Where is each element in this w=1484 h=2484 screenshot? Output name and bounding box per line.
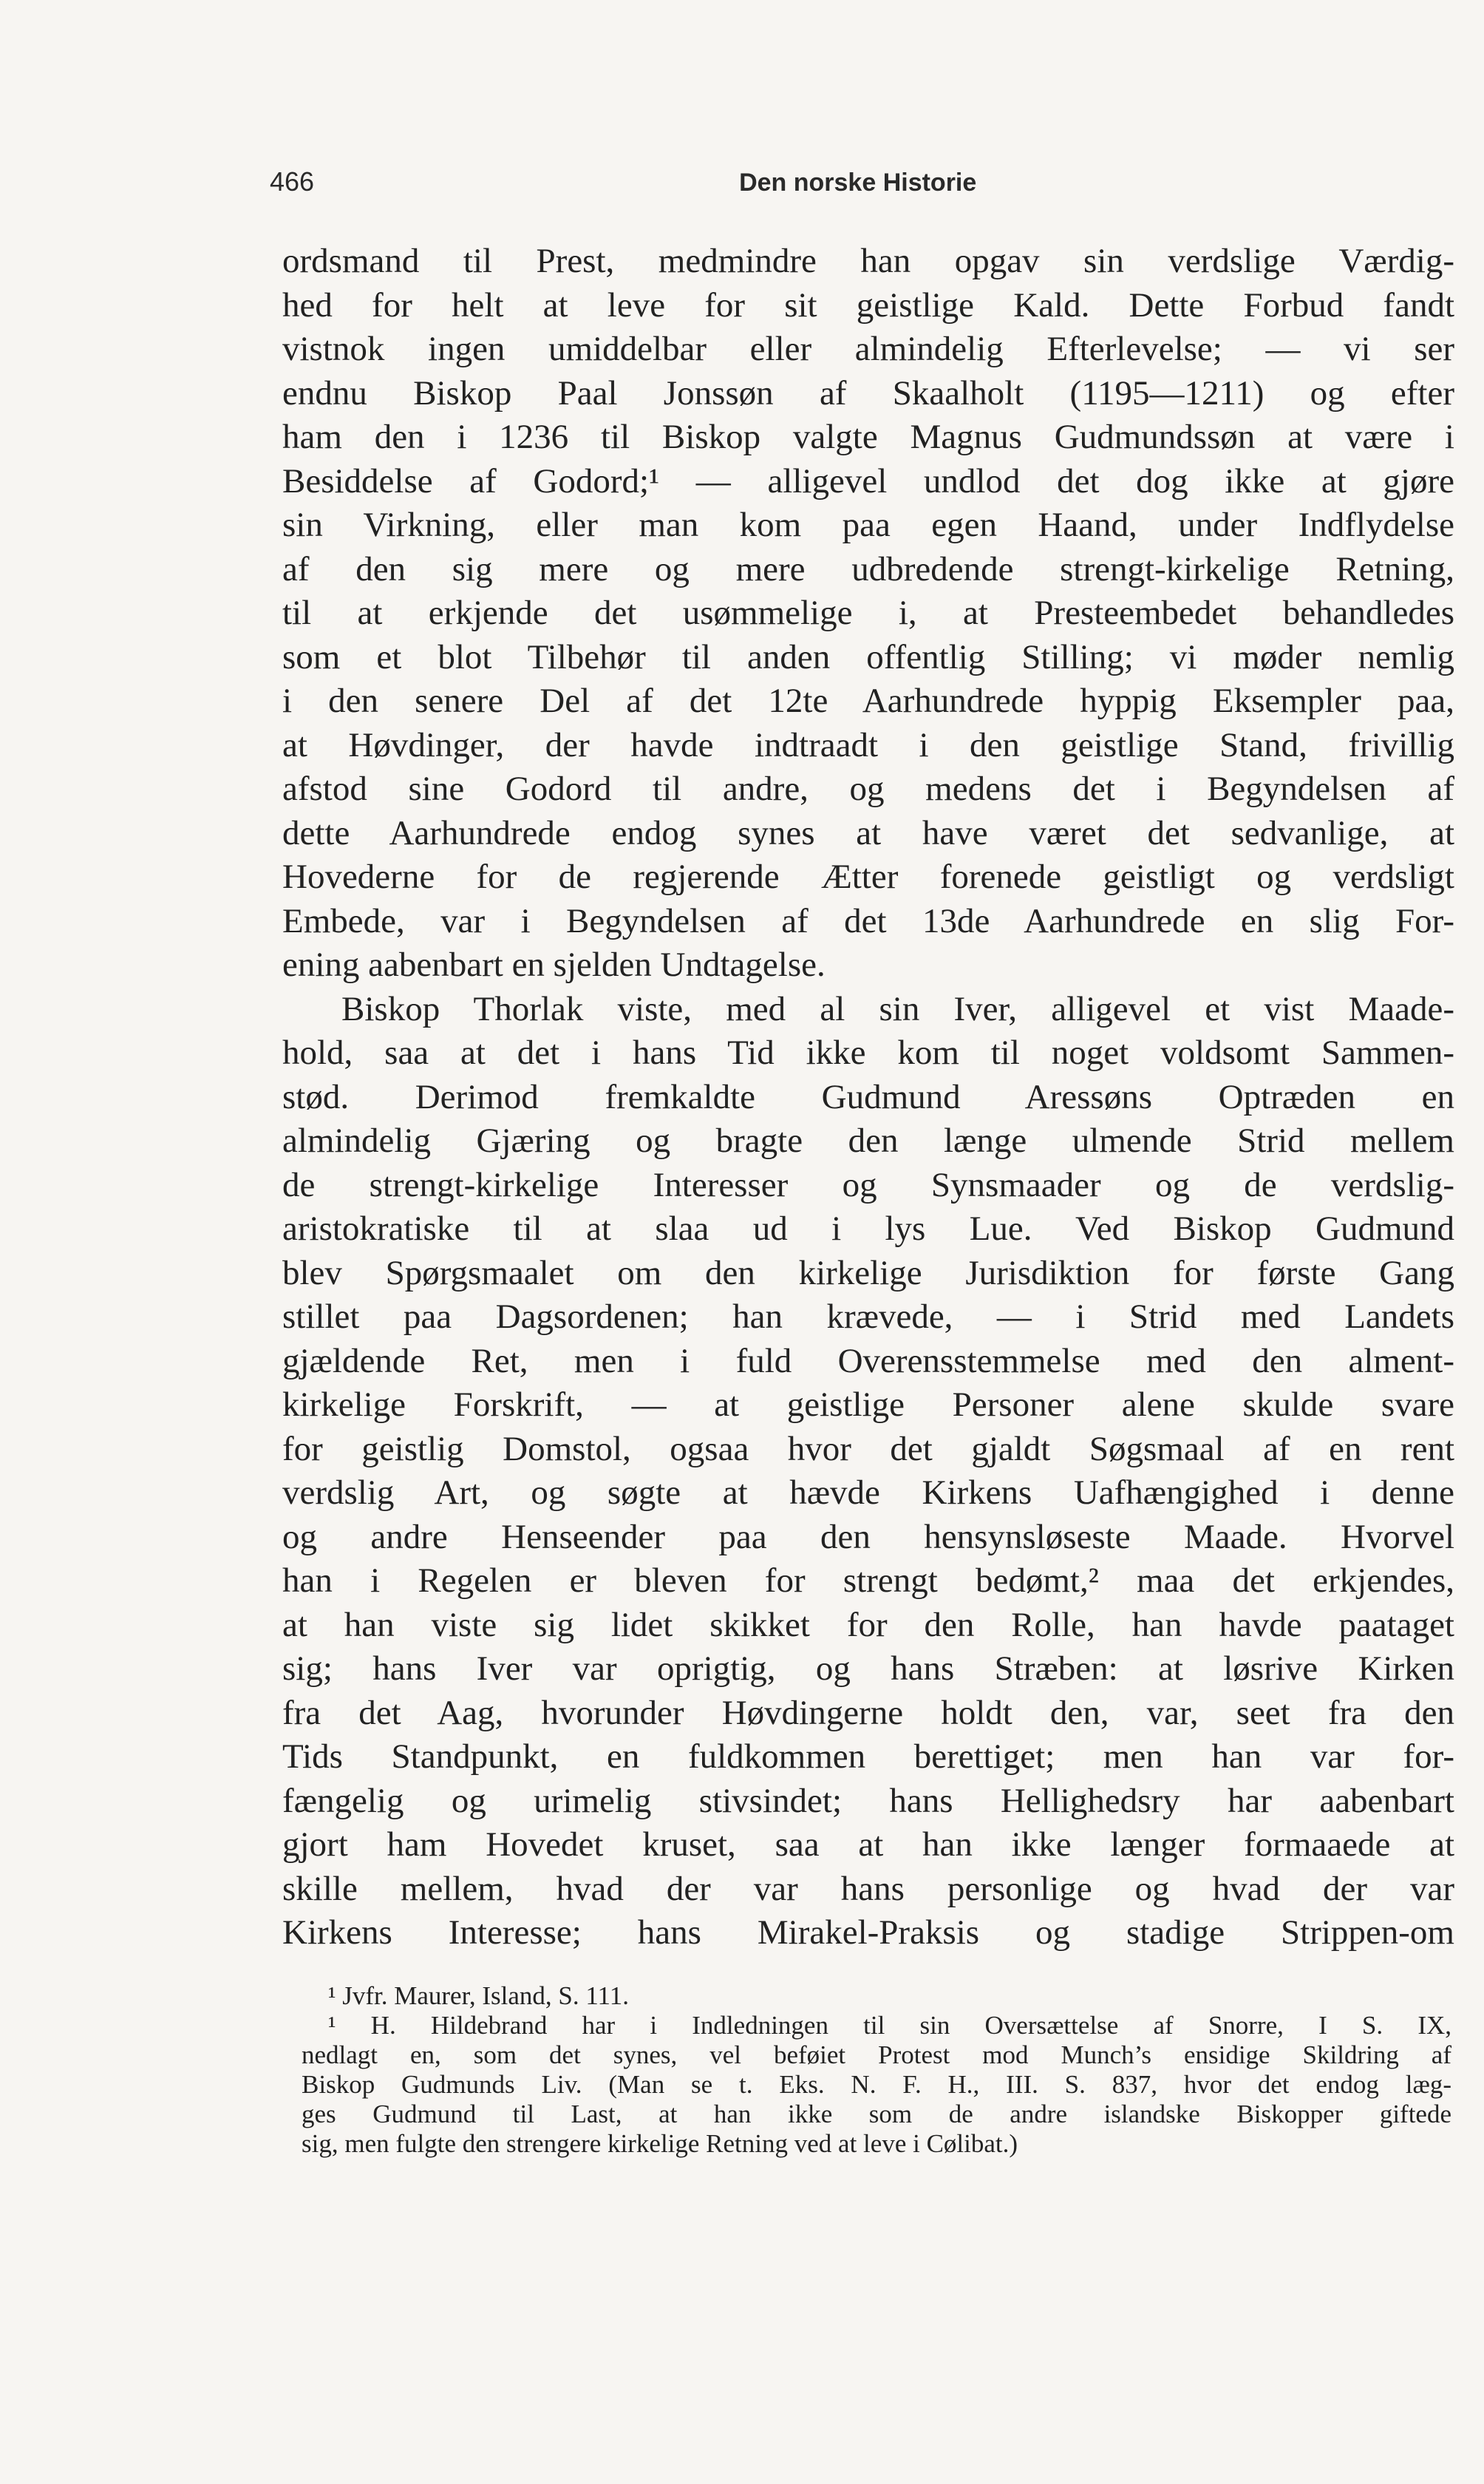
running-title: Den norske Historie — [739, 169, 977, 197]
footnote-line: ¹ Jvfr. Maurer, Island, S. 111. — [328, 1981, 629, 2010]
text-line: fængelig og urimelig stivsindet; hans Hellighedsry har aabenbart — [282, 1781, 1454, 1820]
footnote-line: nedlagt en, som det synes, vel beføiet Protest mod Munch’s ensidige Skildring af — [302, 2040, 1451, 2069]
text-line: gjældende Ret, men i fuld Overensstemmelse med den alment- — [282, 1341, 1454, 1380]
page-header — [270, 166, 1066, 211]
text-line: af den sig mere og mere udbredende strengt-kirkelige Retning, — [282, 549, 1454, 588]
text-line: sin Virkning, eller man kom paa egen Haand, under Indflydelse — [282, 506, 1454, 544]
footnote-line: Biskop Gudmunds Liv. (Man se t. Eks. N. F. H., III. S. 837, hvor det endog læg- — [302, 2070, 1451, 2099]
text-line: Besiddelse af Godord;¹ — alligevel undlod det dog ikke at gjøre — [282, 461, 1454, 500]
text-line: ordsmand til Prest, medmindre han opgav sin verdslige Værdig- — [282, 242, 1454, 280]
text-line: for geistlig Domstol, ogsaa hvor det gjaldt Søgsmaal af en rent — [282, 1429, 1454, 1468]
text-line: stød. Derimod fremkaldte Gudmund Aressøns Optræden en — [282, 1077, 1454, 1116]
text-line: kirkelige Forskrift, — at geistlige Personer alene skulde svare — [282, 1385, 1454, 1424]
text-line: Embede, var i Begyndelsen af det 13de Aarhundrede en slig For- — [282, 901, 1454, 940]
text-line: endnu Biskop Paal Jonssøn af Skaalholt (1195—1211) og efter — [282, 373, 1454, 413]
text-line: sig; hans Iver var oprigtig, og hans Stræben: at løsrive Kirken — [282, 1649, 1454, 1688]
text-line: Tids Standpunkt, en fuldkommen berettiget; men han var for- — [282, 1737, 1454, 1776]
text-line: han i Regelen er bleven for strengt bedømt,² maa det erkjendes, — [282, 1561, 1454, 1600]
footnote-line: sig, men fulgte den strengere kirkelige Retning ved at leve i Cølibat.) — [302, 2129, 1018, 2158]
text-line: ening aabenbart en sjelden Undtagelse. — [282, 946, 826, 984]
text-line: dette Aarhundrede endog synes at have været det sedvanlige, at — [282, 813, 1454, 852]
text-line: at han viste sig lidet skikket for den Rolle, han havde paataget — [282, 1605, 1454, 1644]
footnote-line: ges Gudmund til Last, at han ikke som de andre islandske Biskopper giftede — [302, 2100, 1451, 2128]
text-line: Hovederne for de regjerende Ætter forenede geistligt og verdsligt — [282, 858, 1454, 896]
text-line: aristokratiske til at slaa ud i lys Lue. Ved Biskop Gudmund — [282, 1209, 1454, 1248]
text-line: vistnok ingen umiddelbar eller almindelig Efterlevelse; — vi ser — [282, 330, 1454, 368]
page-number: 466 — [270, 166, 315, 197]
text-line: skille mellem, hvad der var hans personlige og hvad der var — [282, 1869, 1454, 1908]
main-text — [282, 240, 1454, 1955]
text-line: blev Spørgsmaalet om den kirkelige Jurisdiktion for første Gang — [282, 1253, 1454, 1292]
footnote-line: ¹ H. Hildebrand har i Indledningen til sin Oversættelse af Snorre, I S. IX, — [328, 2011, 1451, 2040]
text-line: hed for helt at leve for sit geistlige Kald. Dette Forbud fandt — [282, 285, 1454, 325]
text-line: hold, saa at det i hans Tid ikke kom til noget voldsomt Sammen- — [282, 1034, 1454, 1072]
footnotes — [302, 1981, 1451, 2159]
text-line: i den senere Del af det 12te Aarhundrede hyppig Eksempler paa, — [282, 682, 1454, 720]
text-line: almindelig Gjæring og bragte den længe ulmende Strid mellem — [282, 1121, 1454, 1160]
text-line: ham den i 1236 til Biskop valgte Magnus Gudmundssøn at være i — [282, 418, 1454, 456]
text-line: fra det Aag, hvorunder Høvdingerne holdt den, var, seet fra den — [282, 1693, 1454, 1732]
text-line: at Høvdinger, der havde indtraadt i den geistlige Stand, frivillig — [282, 725, 1454, 764]
text-line: verdslig Art, og søgte at hævde Kirkens Uafhængighed i denne — [282, 1473, 1454, 1512]
text-line: de strengt-kirkelige Interesser og Synsmaader og de verdslig- — [282, 1165, 1454, 1204]
text-line: afstod sine Godord til andre, og medens det i Begyndelsen af — [282, 770, 1454, 808]
text-line: og andre Henseender paa den hensynsløseste Maade. Hvorvel — [282, 1517, 1454, 1556]
text-line: gjort ham Hovedet kruset, saa at han ikke længer formaaede at — [282, 1825, 1454, 1864]
text-line: til at erkjende det usømmelige i, at Presteembedet behandledes — [282, 594, 1454, 632]
text-line: Kirkens Interesse; hans Mirakel-Praksis og stadige Strippen-om — [282, 1913, 1454, 1952]
text-line: stillet paa Dagsordenen; han krævede, — i Strid med Landets — [282, 1297, 1454, 1336]
text-line: Biskop Thorlak viste, med al sin Iver, alligevel et vist Maade- — [341, 989, 1454, 1028]
text-line: som et blot Tilbehør til anden offentlig Stilling; vi møder nemlig — [282, 637, 1454, 676]
